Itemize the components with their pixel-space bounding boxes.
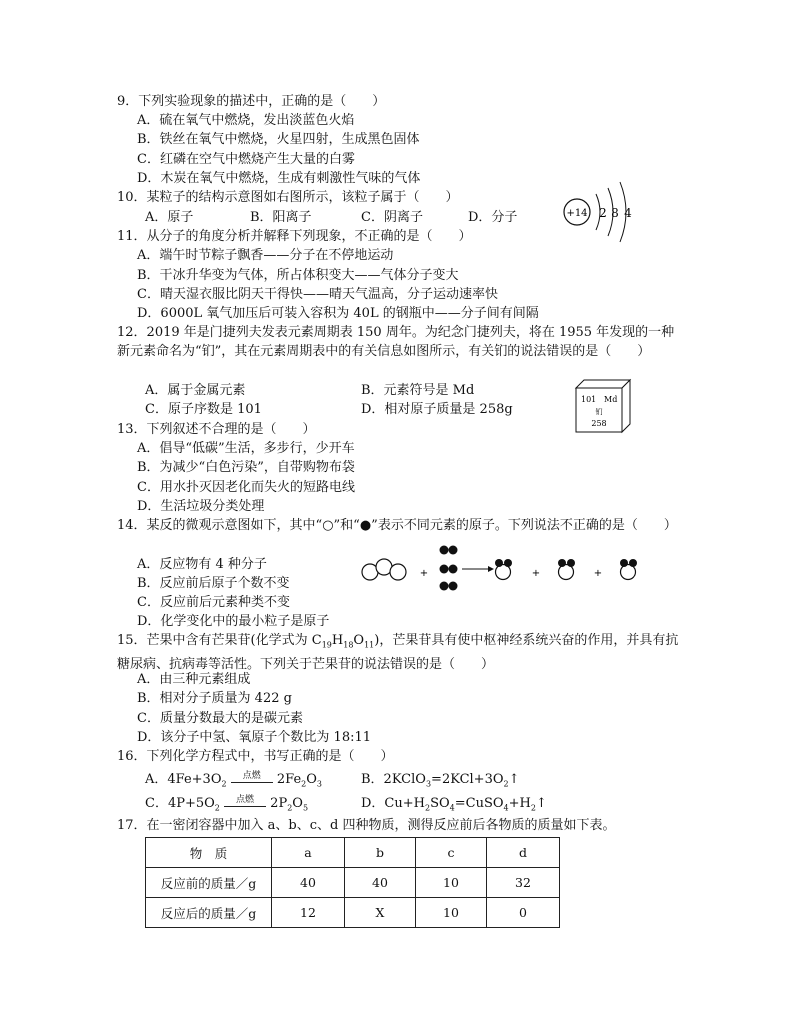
- q11-option-d: D．6000L 氧气加压后可装入容积为 40L 的钢瓶中——分子间有间隔: [137, 306, 539, 321]
- table-row: [146, 868, 560, 898]
- element-mass: 258: [591, 419, 607, 428]
- q12-option-c: C．原子序数是 101: [145, 402, 262, 417]
- shell-2-count: 8: [611, 206, 619, 220]
- q14-option-a: A．反应物有 4 种分子: [137, 557, 267, 572]
- table-header-cell: b: [345, 838, 416, 868]
- q16-stem: 16．下列化学方程式中，书写正确的是（ ）: [117, 749, 394, 764]
- q11-stem: 11．从分子的角度分析并解释下列现象，不正确的是（ ）: [117, 229, 472, 244]
- svg-text:+: +: [531, 568, 541, 579]
- q9-option-d: D．木炭在氧气中燃烧，生成有刺激性气味的气体: [137, 171, 421, 186]
- q11-option-c: C．晴天湿衣服比阴天干得快——晴天气温高，分子运动速率快: [137, 287, 498, 302]
- svg-text:+: +: [593, 568, 603, 579]
- table-cell: 10: [416, 868, 487, 898]
- q10-option-c: C．阴离子: [361, 210, 423, 225]
- q16-option-a: A．$4Fe+3O_2$ 点燃 $2Fe_2O_3$: [145, 771, 322, 789]
- table-cell: 0: [487, 898, 560, 928]
- table-header-cell: 物 质: [146, 838, 272, 868]
- q16-option-c: C．$4P+5O_2$ 点燃 $2P_2O_5$: [145, 795, 309, 813]
- table-cell: X: [345, 898, 416, 928]
- q13-option-c: C．用水扑灭因老化而失火的短路电线: [137, 480, 355, 495]
- q15-option-d: D．该分子中氢、氧原子个数比为 18:11: [137, 730, 372, 745]
- q12-option-d: D．相对原子质量是 258g: [361, 402, 513, 417]
- atom-nucleus-label: +14: [566, 208, 588, 219]
- element-number: 101: [581, 395, 597, 404]
- q15-option-b: B．相对分子质量为 422 g: [137, 691, 292, 706]
- table-cell: 32: [487, 868, 560, 898]
- q9-option-a: A．硫在氧气中燃烧，发出淡蓝色火焰: [137, 113, 355, 128]
- svg-text:+: +: [419, 568, 429, 579]
- q15-option-a: A．由三种元素组成: [137, 672, 251, 687]
- q12-stem: 12．2019 年是门捷列夫发表元素周期表 150 周年。为纪念门捷列夫，将在 1955 年发现的一种新元素命名为“钔”，其在元素周期表中的有关信息如图所示，有关钔的说法错误的是（ ）: [117, 325, 675, 360]
- q10-option-d: D．分子: [468, 210, 518, 225]
- table-row: [146, 898, 560, 928]
- shell-1-count: 2: [599, 206, 607, 220]
- table-header-cell: a: [272, 838, 345, 868]
- element-symbol: Md: [604, 395, 618, 404]
- q11-option-b: B．干冰升华变为气体，所占体积变大——气体分子变大: [137, 268, 459, 283]
- q13-option-b: B．为减少“白色污染”，自带购物布袋: [137, 460, 355, 475]
- q10-stem: 10．某粒子的结构示意图如右图所示，该粒子属于（ ）: [117, 190, 459, 205]
- table-cell: 12: [272, 898, 345, 928]
- element-name: 钔: [595, 408, 603, 416]
- q17-stem: 17．在一密闭容器中加入 a、b、c、d 四种物质，测得反应前后各物质的质量如下表。: [117, 818, 616, 833]
- q12-option-a: A．属于金属元素: [145, 383, 246, 398]
- q14-option-c: C．反应前后元素种类不变: [137, 595, 290, 610]
- q13-option-d: D．生活垃圾分类处理: [137, 499, 265, 514]
- q9-stem: 9．下列实验现象的描述中，正确的是（ ）: [117, 94, 386, 109]
- reaction-micro-diagram: [360, 542, 650, 592]
- table-header-cell: d: [487, 838, 560, 868]
- q14-option-d: D．化学变化中的最小粒子是原子: [137, 614, 330, 629]
- q10-option-a: A．原子: [145, 210, 194, 225]
- shell-3-count: 4: [624, 206, 632, 220]
- q13-option-a: A．倡导“低碳”生活，多步行，少开车: [137, 441, 355, 456]
- q12-option-b: B．元素符号是 Md: [361, 383, 475, 398]
- q14-option-b: B．反应前后原子个数不变: [137, 576, 290, 591]
- q16-option-d: D．$Cu+H_2SO_4=CuSO_4+H_2↑$: [361, 796, 547, 813]
- table-header-cell: c: [416, 838, 487, 868]
- q10-option-b: B．阳离子: [250, 210, 312, 225]
- table-header-row: [146, 838, 560, 868]
- table-cell: 反应后的质量／g: [146, 898, 272, 928]
- q13-stem: 13．下列叙述不合理的是（ ）: [117, 422, 316, 437]
- q16-option-b: B．$2KClO_3=2KCl+3O_2↑$: [361, 772, 520, 789]
- q15-stem: 15．芒果中含有芒果苷(化学式为 $C_{19}H_{18}O_{11}$)，芒果苷具有使中枢神经系统兴奋的作用，并具有抗糖尿病、抗病毒等活性。下列关于芒果苷的说法错误的是（ ）: [117, 633, 679, 672]
- q14-stem: 14．某反的微观示意图如下，其中“○”和“●”表示不同元素的原子。下列说法不正确的是（ ）: [117, 518, 677, 533]
- mass-table: [145, 837, 560, 928]
- table-cell: 反应前的质量／g: [146, 868, 272, 898]
- q15-option-c: C．质量分数最大的是碳元素: [137, 711, 303, 726]
- q9-option-c: C．红磷在空气中燃烧产生大量的白雾: [137, 152, 355, 167]
- q11-option-a: A．端午时节粽子飘香——分子在不停地运动: [137, 248, 394, 263]
- q9-option-b: B．铁丝在氧气中燃烧，火星四射，生成黑色固体: [137, 132, 420, 147]
- table-cell: 40: [272, 868, 345, 898]
- table-cell: 40: [345, 868, 416, 898]
- table-cell: 10: [416, 898, 487, 928]
